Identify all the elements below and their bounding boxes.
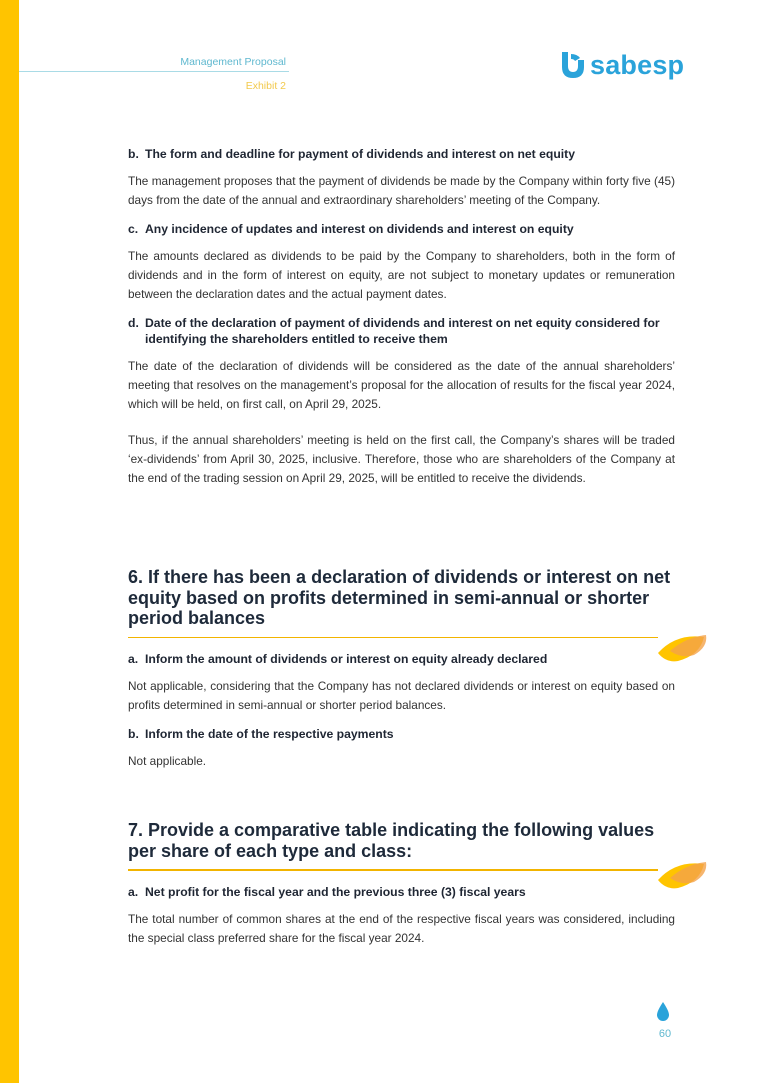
leaf-decoration-icon — [656, 631, 710, 665]
water-drop-icon — [655, 1001, 671, 1023]
subheading-letter: b. — [128, 727, 139, 741]
section-6-title: 6. If there has been a declaration of dividends or interest on net equity based on profits determined in semi-annual or shorter period balances — [128, 567, 671, 628]
section-6-rule — [128, 637, 658, 639]
sabesp-logo-icon — [558, 50, 586, 80]
page-content — [128, 146, 675, 959]
paragraph-c: The amounts declared as dividends to be paid by the Company to shareholders, both in the form of dividends and in the form of interest on equity, are not subject to monetary updates or remuneration between the declaration dates and the actual payment dates. — [128, 249, 675, 301]
subheading-letter: b. — [128, 147, 139, 161]
section-7-title: 7. Provide a comparative table indicating the following values per share of each type and class: — [128, 820, 655, 861]
subheading-letter: c. — [128, 222, 139, 236]
subheading-b — [128, 146, 675, 162]
paragraph-b: The management proposes that the payment of dividends be made by the Company within forty five (45) days from the date of the annual and extraordinary shareholders’ meeting of the Company. — [128, 174, 675, 207]
subheading-d — [128, 315, 675, 347]
header-title: Management Proposal — [180, 56, 286, 68]
subheading-letter: a. — [128, 884, 139, 899]
paragraph-d-2: Thus, if the annual shareholders’ meeting is held on the first call, the Company’s shares will be traded ‘ex-dividends’ from April 30, 2025, inclusive. Therefore, those who are shareholders of the Company at the end of the trading session on April 29, 2025, will be entitled to receive the dividends. — [128, 433, 675, 485]
subheading-7a — [128, 884, 675, 900]
sabesp-logo — [558, 50, 684, 80]
leaf-decoration-icon — [656, 858, 710, 892]
yellow-side-stripe — [0, 0, 19, 1083]
section-7-rule — [128, 869, 658, 871]
header-exhibit: Exhibit 2 — [245, 80, 286, 92]
logo-text: sabesp — [590, 50, 685, 80]
subheading-c — [128, 221, 675, 237]
paragraph-6b: Not applicable. — [128, 754, 207, 768]
subheading-text: Inform the date of the respective payments — [145, 727, 394, 741]
spacer — [128, 499, 675, 567]
subheading-letter: d. — [128, 316, 139, 330]
subheading-6a — [128, 651, 675, 667]
subheading-text: Date of the declaration of payment of dividends and interest on net equity considered for identifying the shareholders entitled to receive them — [145, 316, 660, 346]
subheading-letter: a. — [128, 652, 139, 666]
subheading-text: Inform the amount of dividends or interest on equity already declared — [145, 652, 548, 666]
subheading-text: The form and deadline for payment of dividends and interest on net equity — [145, 147, 575, 161]
subheading-text: Any incidence of updates and interest on dividends and interest on equity — [145, 222, 574, 236]
header-divider — [19, 71, 289, 72]
page-number: 60 — [658, 1028, 672, 1040]
paragraph-7a: The total number of common shares at the end of the respective fiscal years was considered, including the special class preferred share for the fiscal year 2024. — [128, 911, 675, 945]
paragraph-d-1: The date of the declaration of dividends will be considered as the date of the annual shareholders’ meeting that resolves on the management’s proposal for the allocation of results for the fiscal year 2024, which will be held, on first call, on April 29, 2025. — [128, 359, 675, 411]
paragraph-6a: Not applicable, considering that the Company has not declared dividends or interest on equity based on profits determined in semi-annual or shorter period balances. — [128, 679, 675, 712]
subheading-text: Net profit for the fiscal year and the previous three (3) fiscal years — [145, 884, 526, 899]
subheading-6b — [128, 726, 675, 742]
spacer — [128, 782, 675, 820]
